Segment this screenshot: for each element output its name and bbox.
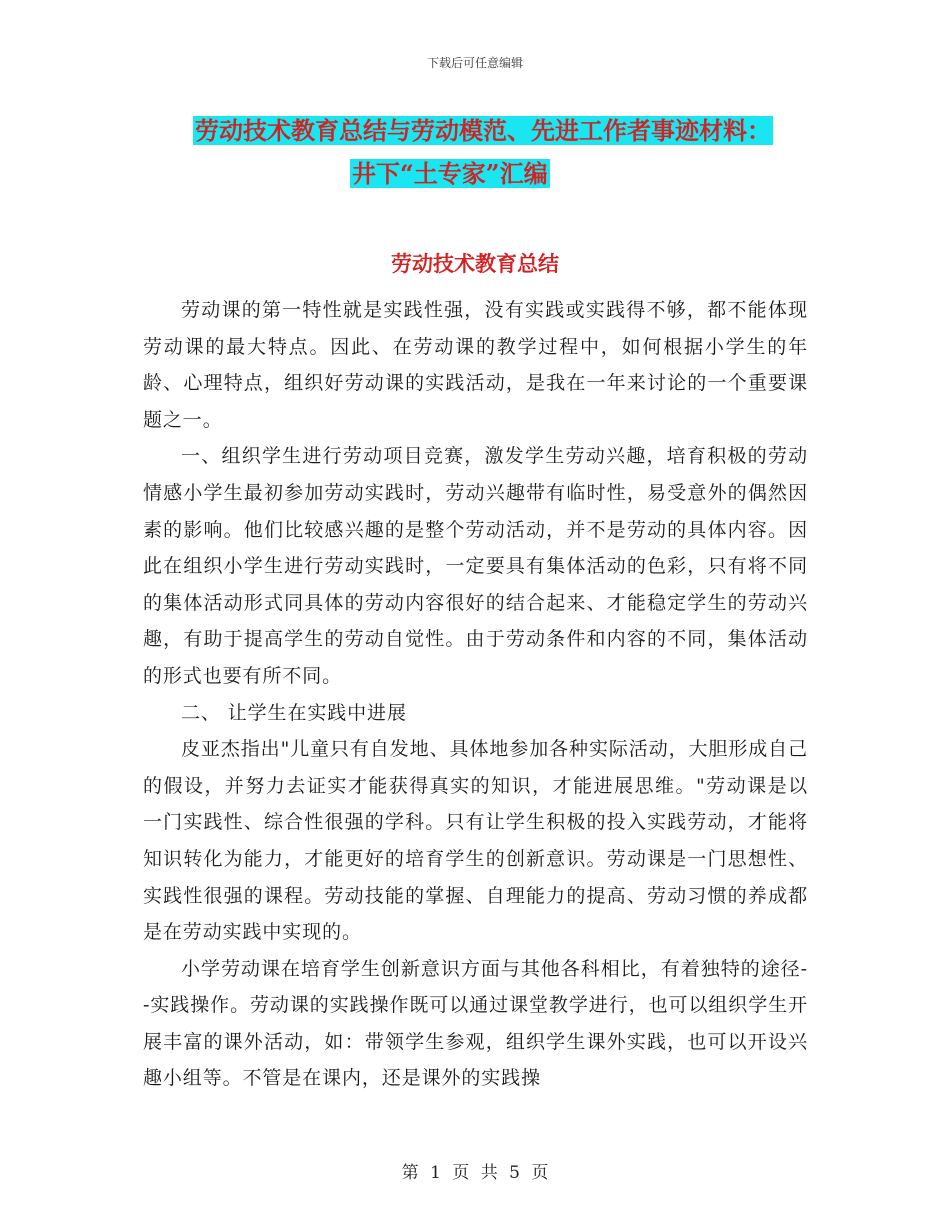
header-note: 下载后可任意编辑 — [426, 56, 523, 70]
paragraph-1: 劳动课的第一特性就是实践性强，没有实践或实践得不够，都不能体现劳动课的最大特点。因此、在劳动课的教学过程中，如何根据小学生的年龄、心理特点，组织好劳动课的实践活动，是我在一年来讨论的一个重要课题之一。 — [143, 299, 808, 431]
title-line-1-text: 劳动技术教育总结与劳动模范、先进工作者事迹材料： — [195, 116, 771, 145]
paragraph-3-heading: 二、 让学生在实践中进展 — [181, 701, 407, 724]
paragraph-2: 一、组织学生进行劳动项目竞赛，激发学生劳动兴趣，培育积极的劳动情感小学生最初参加劳动实践时，劳动兴趣带有临时性，易受意外的偶然因素的影响。他们比较感兴趣的是整个劳动活动，并不是劳动的具体内容。因此在组织小学生进行劳动实践时，一定要具有集体活动的色彩，只有将不同的集体活动形式同具体的劳动内容很好的结合起来、才能稳定学生的劳动兴趣，有助于提高学生的劳动自觉性。由于劳动条件和内容的不同，集体活动的形式也要有所不同。 — [143, 445, 808, 687]
body-text — [143, 292, 808, 1097]
paragraph-5: 小学劳动课在培育学生创新意识方面与其他各科相比，有着独特的途径--实践操作。劳动课的实践操作既可以通过课堂教学进行，也可以组织学生开展丰富的课外活动，如：带领学生参观，组织学生课外实践，也可以开设兴趣小组等。不管是在课内，还是课外的实践操 — [143, 957, 808, 1090]
title-line-2-text: 井下“土专家”汇编 — [352, 159, 548, 188]
document-title-line-2 — [350, 157, 550, 191]
section-heading: 劳动技术教育总结 — [391, 251, 559, 276]
page-footer: 第 1 页 共 5 页 — [401, 1163, 549, 1183]
paragraph-4: 皮亚杰指出"儿童只有自发地、具体地参加各种实际活动，大胆形成自己的假设，并努力去证实才能获得真实的知识，才能进展思维。"劳动课是以一门实践性、综合性很强的学科。只有让学生积极的投入实践劳动，才能将知识转化为能力，才能更好的培育学生的创新意识。劳动课是一门思想性、实践性很强的课程。劳动技能的掌握、自理能力的提高、劳动习惯的养成都是在劳动实践中实现的。 — [143, 738, 808, 944]
document-title-line-1 — [193, 114, 773, 148]
